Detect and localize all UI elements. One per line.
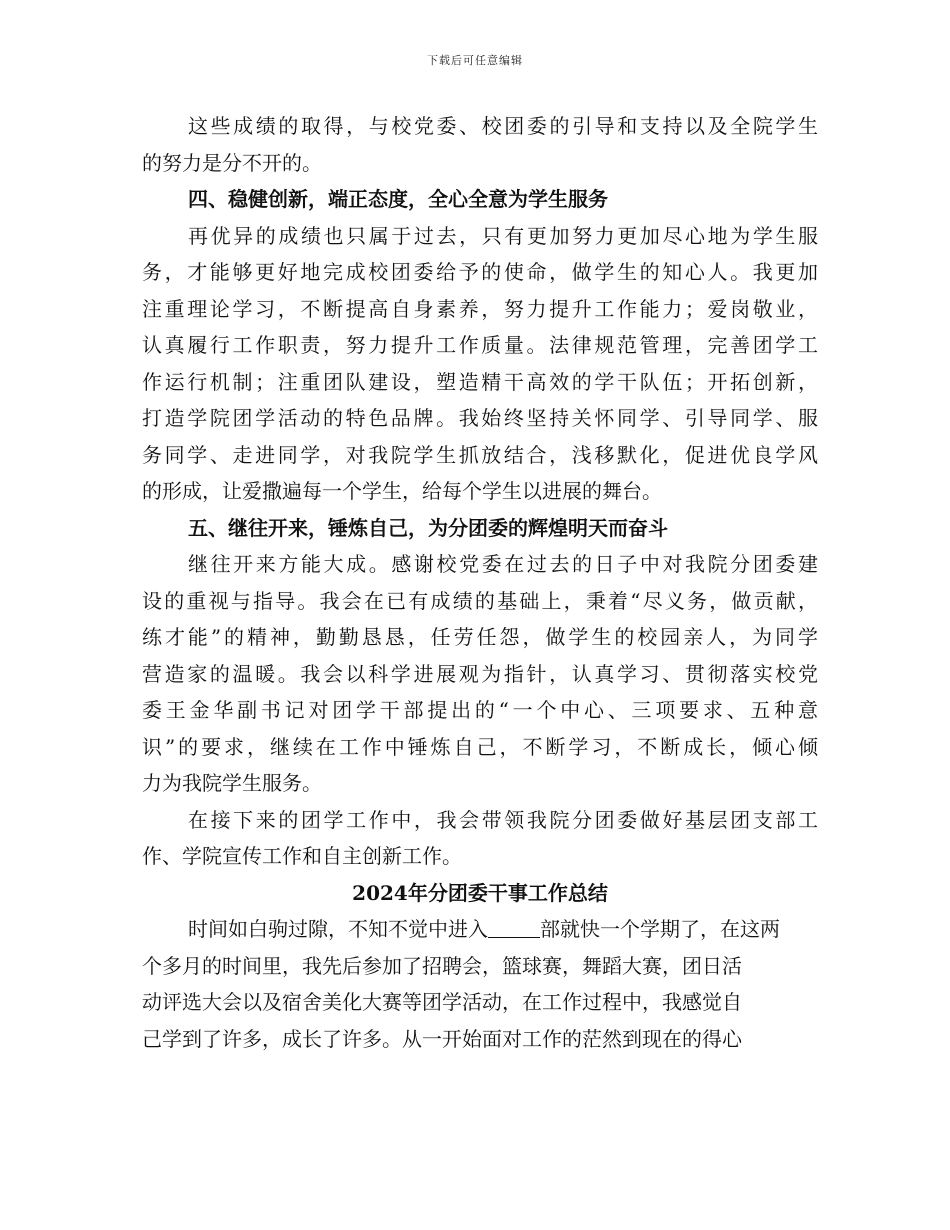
paragraph-line: 作、学院宣传工作和自主创新工作。: [142, 844, 462, 868]
paragraph-line: 力为我院学生服务。: [142, 771, 322, 795]
paragraph-line: 打造学院团学活动的特色品牌。我始终坚持关怀同学、引导同学、服: [142, 406, 818, 430]
paragraph-line: 务同学、走进同学，对我院学生抓放结合，浅移默化，促进优良学风: [142, 442, 818, 467]
paragraph-line: 再优异的成绩也只属于过去，只有更加努力更加尽心地为学生服: [188, 223, 818, 248]
section-heading-5: 五、继往开来，锤炼自己，为分团委的辉煌明天而奋斗: [188, 515, 668, 540]
paragraph-line: 练才能”的精神，勤勤恳恳，任劳任怨，做学生的校园亲人，为同学: [142, 625, 818, 649]
paragraph-line: 作运行机制；注重团队建设，塑造精干高效的学干队伍；开拓创新，: [142, 369, 818, 394]
paragraph-line: 己学到了许多，成长了许多。从一开始面对工作的茫然到现在的得心: [142, 1026, 742, 1051]
paragraph-line: 务，才能够更好地完成校团委给予的使命，做学生的知心人。我更加: [142, 260, 818, 284]
paragraph-line: 认真履行工作职责，努力提升工作质量。法律规范管理，完善团学工: [142, 333, 818, 357]
document-title: 2024年分团委干事工作总结: [352, 880, 608, 905]
paragraph-line: 识”的要求，继续在工作中锤炼自己，不断学习，不断成长，倾心倾: [142, 734, 818, 759]
paragraph-line: [142, 911, 818, 948]
paragraph-line: 动评选大会以及宿舍美化大赛等团学活动，在工作过程中，我感觉自: [142, 990, 742, 1014]
paragraph-line: 这些成绩的取得，与校党委、校团委的引导和支持以及全院学生: [188, 114, 818, 138]
paragraph-line-part: 时间如白驹过隙，不知不觉中进入: [188, 917, 488, 941]
document-body: [142, 108, 818, 1057]
fill-in-blank: [488, 917, 540, 938]
paragraph-line: 的努力是分不开的。: [142, 150, 322, 175]
paragraph-line: 营造家的温暖。我会以科学进展观为指针，认真学习、贯彻落实校党: [142, 661, 818, 686]
paragraph-line: 继往开来方能大成。感谢校党委在过去的日子中对我院分团委建: [188, 552, 818, 576]
paragraph-line: 注重理论学习，不断提高自身素养，努力提升工作能力；爱岗敬业，: [142, 296, 818, 321]
paragraph-line: 委王金华副书记对团学干部提出的“一个中心、三项要求、五种意: [142, 698, 818, 722]
paragraph-line: 的形成，让爱撒遍每一个学生，给每个学生以进展的舞台。: [142, 479, 662, 503]
paragraph-line: 设的重视与指导。我会在已有成绩的基础上，秉着“尽义务，做贡献，: [142, 588, 818, 613]
page-header: 下载后可任意编辑: [427, 54, 523, 67]
paragraph-line: 个多月的时间里，我先后参加了招聘会，篮球赛，舞蹈大赛，团日活: [142, 953, 742, 978]
section-heading-4: 四、稳健创新，端正态度，全心全意为学生服务: [188, 187, 608, 211]
paragraph-line: 在接下来的团学工作中，我会带领我院分团委做好基层团支部工: [188, 807, 818, 832]
paragraph-line-part: 部就快一个学期了，在这两: [540, 917, 780, 941]
